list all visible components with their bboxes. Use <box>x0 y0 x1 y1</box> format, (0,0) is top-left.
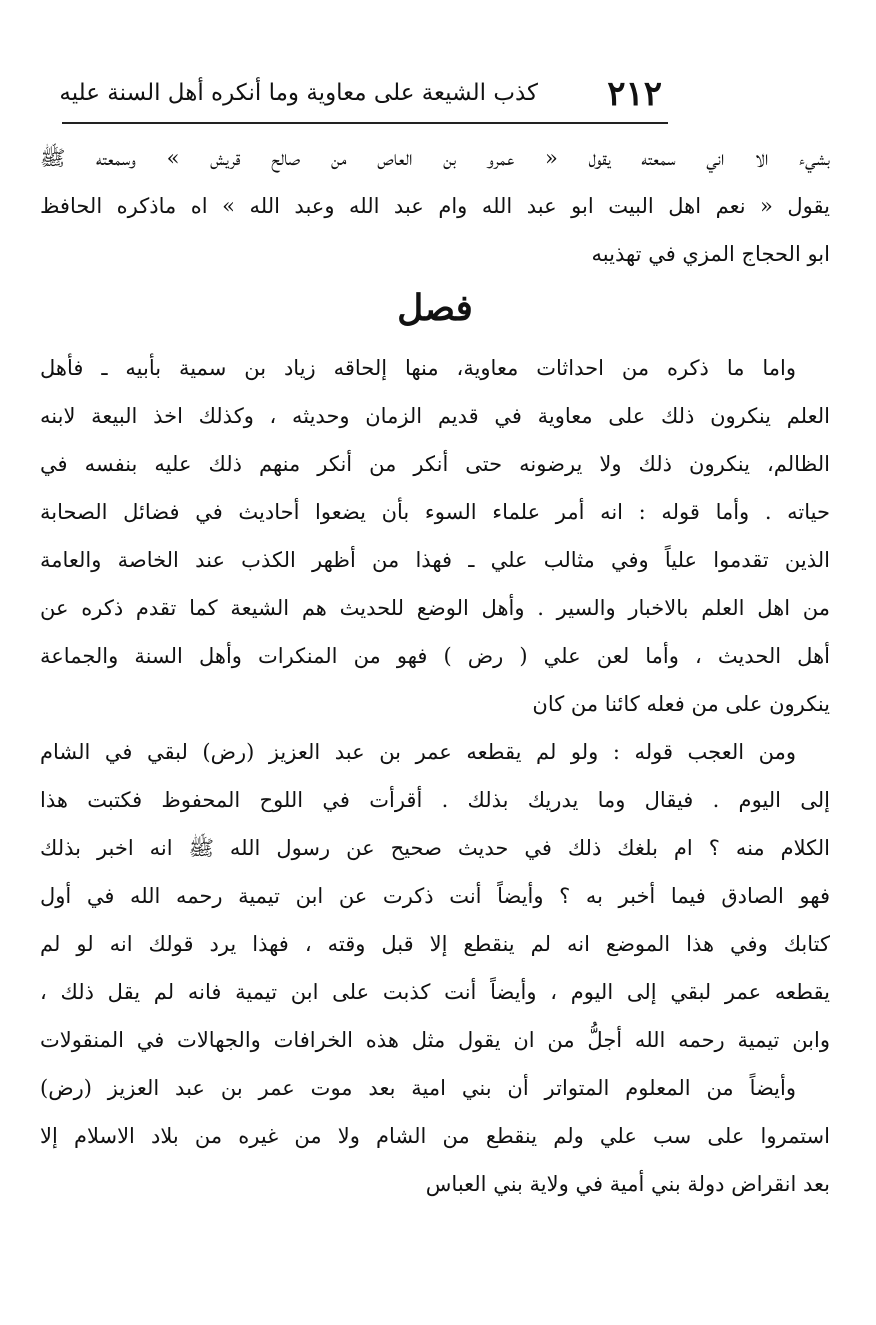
text-line: وأيضاً من المعلوم المتواتر أن بني امية بعد موت عمر بن عبد العزيز (رض) <box>40 1076 796 1100</box>
text-line: من اهل العلم بالاخبار والسير . وأهل الوضع للحديث هم الشيعة كما تقدم ذكره عن <box>40 596 830 620</box>
text-line: واما ما ذكره من احداثات معاوية، منها إلحاقه زياد بن سمية بأبيه ـ فأهل <box>40 356 796 380</box>
text-line: بشيء الا اني سمعته يقول « عمرو بن العاص من صالح قريش » وسمعته ﷺ <box>40 146 830 170</box>
text-line: العلم ينكرون ذلك على معاوية في قديم الزمان وحديثه ، وكذلك اخذ البيعة لابنه <box>40 404 830 428</box>
text-line: يقول « نعم اهل البيت ابو عبد الله وام عبد الله وعبد الله » اه ماذكره الحافظ <box>40 194 830 218</box>
text-line: فهو الصادق فيما أخبر به ؟ وأيضاً أنت ذكرت عن ابن تيمية رحمه الله في أول <box>40 884 830 908</box>
text-line: الذين تقدموا علياً وفي مثالب علي ـ فهذا من أظهر الكذب عند الخاصة والعامة <box>40 548 830 572</box>
header-rule <box>62 122 668 124</box>
running-title: كذب الشيعة على معاوية وما أنكره أهل السنة عليه <box>59 80 538 106</box>
text-line: يقطعه عمر لبقي إلى اليوم ، وأيضاً أنت كذبت على ابن تيمية فانه لم يقل ذلك ، <box>40 980 830 1004</box>
text-line: أهل الحديث ، وأما لعن علي ( رض ) فهو من المنكرات وأهل السنة والجماعة <box>40 644 830 668</box>
text-line: الكلام منه ؟ ام بلغك ذلك في حديث صحيح عن رسول الله ﷺ انه اخبر بذلك <box>40 836 830 860</box>
text-line: ومن العجب قوله : ولو لم يقطعه عمر بن عبد العزيز (رض) لبقي في الشام <box>40 740 796 764</box>
body-text <box>40 134 830 1208</box>
paragraph-bani-umayya <box>40 1064 830 1208</box>
text-line: الظالم، ينكرون ذلك ولا يرضونه حتى أنكر من أنكر منهم ذلك عليه بنفسه في <box>40 452 830 476</box>
text-line: بعد انقراض دولة بني أمية في ولاية بني العباس <box>425 1172 830 1196</box>
text-line: استمروا على سب علي ولم ينقطع من الشام ولا من غيره من بلاد الاسلام إلا <box>40 1124 830 1148</box>
text-line: حياته . وأما قوله : انه أمر علماء السوء بأن يضعوا أحاديث في فضائل الصحابة <box>40 500 830 524</box>
text-line: ابو الحجاج المزي في تهذيبه <box>591 242 830 266</box>
paragraph-umar-ibn-abd-al-aziz <box>40 728 830 1064</box>
page-header <box>59 62 668 122</box>
page-number: ٢١٢ <box>607 74 662 114</box>
text-line: كتابك وفي هذا الموضع انه لم ينقطع إلا قبل وقته ، فهذا يرد قولك انه لو لم <box>40 932 830 956</box>
paragraph-muawiya-innovations <box>40 344 830 728</box>
text-line: إلى اليوم . فيقال وما يدريك بذلك . أقرأت في اللوح المحفوظ فكتبت هذا <box>40 788 830 812</box>
paragraph-hadith-citation <box>40 134 830 278</box>
section-heading: فصل <box>397 287 473 329</box>
text-line: وابن تيمية رحمه الله أجلُّ من ان يقول مثل هذه الخرافات والجهالات في المنقولات <box>40 1028 830 1052</box>
text-line: ينكرون على من فعله كائنا من كان <box>532 692 830 716</box>
